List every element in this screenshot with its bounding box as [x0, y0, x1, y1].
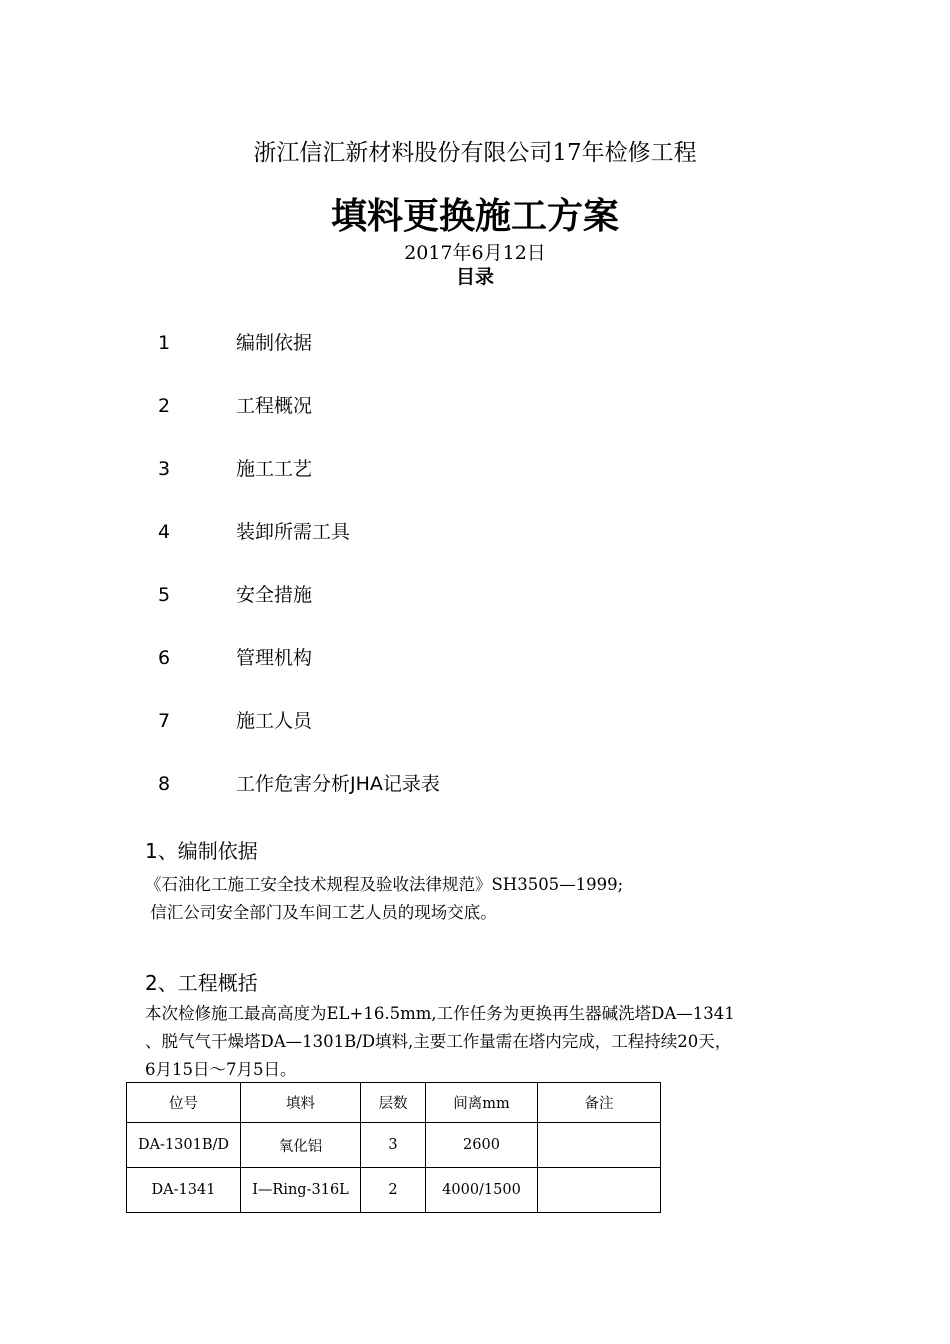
table-header-row	[127, 1083, 661, 1123]
table-cell: I—Ring-316L	[241, 1168, 361, 1213]
toc-label: 管理机构	[236, 647, 313, 669]
section-1-title: 1、编制依据	[145, 839, 258, 863]
section-1-body	[145, 871, 825, 927]
table-cell: 2	[361, 1168, 426, 1213]
toc-label: 安全措施	[236, 584, 313, 606]
header-cell: 层数	[361, 1083, 426, 1123]
section-2-title: 2、工程概括	[145, 971, 258, 995]
company-line: 浙江信汇新材料股份有限公司17年检修工程	[253, 140, 697, 166]
toc-number: 8	[158, 773, 171, 795]
toc-number: 3	[158, 458, 171, 480]
document-date: 2017年6月12日	[404, 242, 546, 264]
table-cell: 4000/1500	[426, 1168, 538, 1213]
paragraph-line: 本次检修施工最高高度为EL+16.5mm,工作任务为更换再生器碱洗塔DA—1341	[145, 1004, 735, 1023]
paragraph-line: 信汇公司安全部门及车间工艺人员的现场交底。	[145, 903, 497, 922]
toc-number: 5	[158, 584, 171, 606]
toc-item	[0, 767, 950, 801]
section-2-body	[145, 1000, 825, 1084]
table-cell: 氧化铝	[241, 1123, 361, 1168]
table-cell: 3	[361, 1123, 426, 1168]
table-cell: DA-1301B/D	[127, 1123, 241, 1168]
paragraph-line: 6月15日～7月5日。	[145, 1060, 297, 1079]
toc-heading: 目录	[455, 266, 494, 288]
toc-label: 施工工艺	[236, 458, 313, 480]
paragraph-line: 《石油化工施工安全技术规程及验收法律规范》SH3505—1999;	[145, 875, 624, 894]
toc-label: 编制依据	[236, 332, 313, 354]
header-cell: 位号	[127, 1083, 241, 1123]
table-cell	[538, 1168, 661, 1213]
header-cell: 填料	[241, 1083, 361, 1123]
table-row	[127, 1168, 661, 1213]
toc-item	[0, 641, 950, 675]
toc-number: 4	[158, 521, 171, 543]
header-cell: 备注	[538, 1083, 661, 1123]
toc-item	[0, 452, 950, 486]
toc-item	[0, 515, 950, 549]
toc-item	[0, 389, 950, 423]
toc-label: 施工人员	[236, 710, 313, 732]
toc-number: 7	[158, 710, 171, 732]
table-cell	[538, 1123, 661, 1168]
table-cell: 2600	[426, 1123, 538, 1168]
table-cell: DA-1341	[127, 1168, 241, 1213]
paragraph-line: 、脱气气干燥塔DA—1301B/D填料,主要工作量需在塔内完成，工程持续20天，	[145, 1032, 732, 1051]
toc-label: 工作危害分析JHA记录表	[236, 773, 440, 795]
document-title: 填料更换施工方案	[330, 195, 619, 237]
packing-table	[126, 1082, 661, 1213]
header-cell: 间离mm	[426, 1083, 538, 1123]
table-row	[127, 1123, 661, 1168]
toc-label: 工程概况	[236, 395, 313, 417]
toc-item	[0, 326, 950, 360]
toc-item	[0, 578, 950, 612]
toc-number: 2	[158, 395, 171, 417]
toc-number: 6	[158, 647, 171, 669]
toc-item	[0, 704, 950, 738]
toc-label: 装卸所需工具	[236, 521, 351, 543]
toc-number: 1	[158, 332, 171, 354]
